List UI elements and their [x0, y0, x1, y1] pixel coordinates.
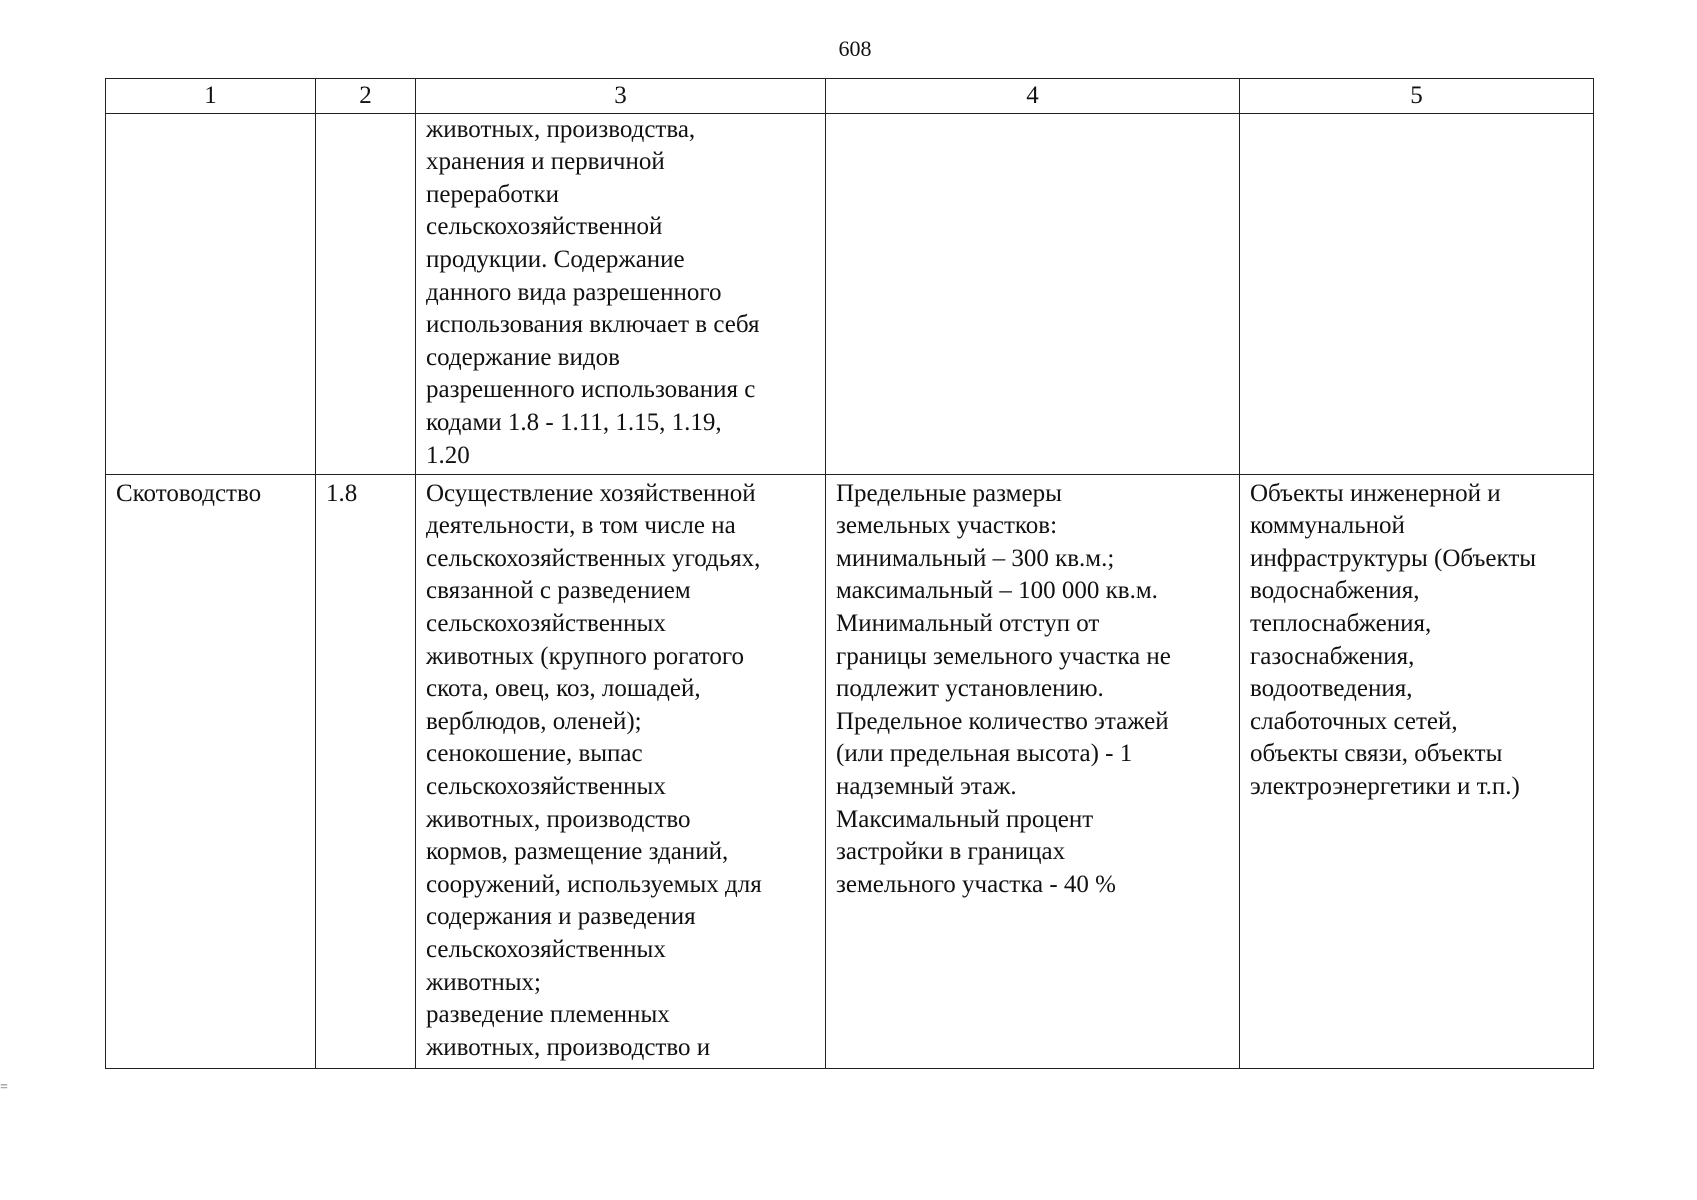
parameters-text: Предельные размеры земельных участков: минимальный – 300 кв.м.; максимальный – 100 000 кв.м. Минимальный отступ от границы земельного участка не подлежит установлению. Предельное количество этажей (или предельная высота) - 1 надземный этаж. Максимальный процент застройки в границах земельного участка - 40 %	[836, 479, 1171, 898]
page-number: 608	[838, 36, 872, 61]
column-header-5: 5	[1240, 79, 1594, 114]
cell-description	[416, 113, 826, 474]
code-text: 1.8	[326, 479, 358, 507]
column-header-3: 3	[416, 79, 826, 114]
land-use-table	[105, 78, 1594, 1069]
cell-parameters	[826, 113, 1240, 474]
cell-code	[316, 113, 416, 474]
cell-description	[416, 474, 826, 1068]
column-header-2: 2	[316, 79, 416, 114]
column-header-4: 4	[826, 79, 1240, 114]
cell-use-type	[106, 113, 316, 474]
margin-mark: =	[0, 1080, 8, 1095]
description-text: животных, производства, хранения и первичной переработки сельскохозяйственной продукции. Содержание данного вида разрешенного использования включает в себя содержание видов разрешенного использования с кодами 1.8 - 1.11, 1.15, 1.19, 1.20	[426, 115, 760, 469]
auxiliary-objects-text: Объекты инженерной и коммунальной инфраструктуры (Объекты водоснабжения, теплоснабжения, газоснабжения, водоотведения, слаботочных сетей, объекты связи, объекты электроэнергетики и т.п.)	[1250, 479, 1537, 800]
cell-use-type	[106, 474, 316, 1068]
table-row	[106, 113, 1594, 474]
cell-auxiliary-objects	[1240, 113, 1594, 474]
cell-parameters	[826, 474, 1240, 1068]
table-row	[106, 474, 1594, 1068]
use-type-text: Скотоводство	[116, 479, 262, 507]
table-header-row	[106, 79, 1594, 114]
column-header-1: 1	[106, 79, 316, 114]
description-text: Осуществление хозяйственной деятельности, в том числе на сельскохозяйственных угодьях, связанной с разведением сельскохозяйственных животных (крупного рогатого скота, овец, коз, лошадей, верблюдов, оленей); сенокошение, выпас сельскохозяйственных животных, производство кормов, размещение зданий, сооружений, используемых для содержания и разведения сельскохозяйственных животных; разведение племенных животных, производство и	[426, 479, 762, 1061]
cell-auxiliary-objects	[1240, 474, 1594, 1068]
cell-code	[316, 474, 416, 1068]
